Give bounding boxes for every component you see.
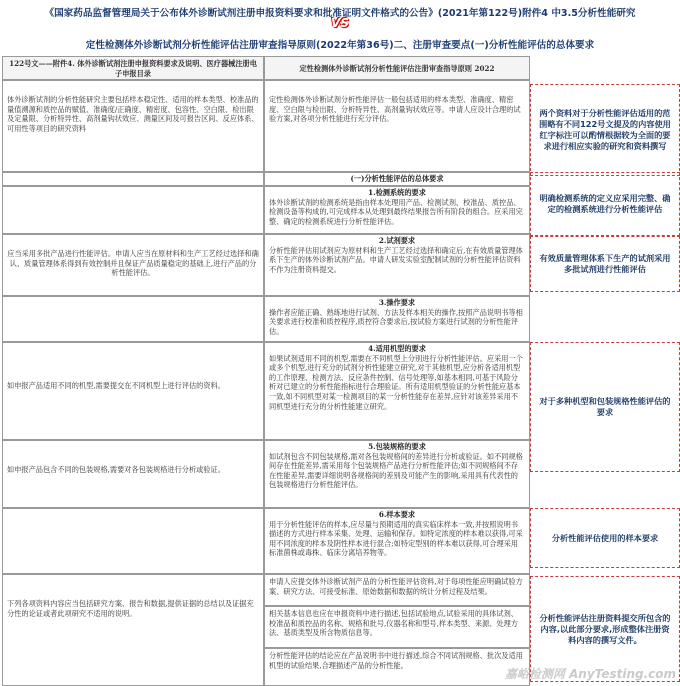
side-note-1: 两个资料对于分析性能评估适用的范围略有不同122号文提及的内容使用红字标注可以酌情根据较为全面的要求进行相应实验的研究和资料撰写: [530, 84, 680, 176]
row7-right-a: 申请人应提交体外诊断试剂产品的分析性能评估资料,对于每项性能应明确试验方案、研究方法、可接受标准、原始数据和数据的统计分析过程及结果。: [264, 574, 530, 606]
sub2-title: 2.试剂要求: [378, 236, 416, 245]
right-column-header: 定性检测体外诊断试剂分析性能评估注册审查指导原则 2022: [264, 56, 530, 80]
sub5-left: 如申报产品包含不同的包装规格,需要对各包装规格进行分析或验证。: [2, 440, 264, 508]
side-note-6: 分析性能评估注册资料提交所包含的内容,以此部分要求,形成整体注册资料内容的撰写文件。: [530, 576, 680, 682]
title-line1: 《国家药品监督管理局关于公布体外诊断试剂注册申报资料要求和批准证明文件格式的公告》(2021年第122号)附件4 中3.5分析性能研究: [44, 8, 636, 19]
left-column-header: 122号文——附件4. 体外诊断试剂注册申报资料要求及说明、医疗器械注册电子申报目录: [2, 56, 264, 80]
sub5-title: 5.包装规格的要求: [368, 442, 426, 451]
sub3-right: [264, 296, 530, 342]
sub1-title: 1.检测系统的要求: [368, 188, 426, 197]
title-line2: 定性检测体外诊断试剂分析性能评估注册审查指导原则(2022年第36号)二、注册审查要点(一)分析性能评估的总体要求: [85, 40, 595, 51]
sub5-text: 如试剂包含不同包装规格,需对各包装规格间的差异进行分析或验证。如不同规格间存在性能差异,需采用每个包装规格产品进行分析性能评估;如不同规格间不存在性能差异,需要详细说明各规格间的差别及可能产生的影响,采用具有代表性的包装规格进行分析性能评估。: [269, 451, 523, 490]
row7-right-c: 分析性能评估的结论应在产品说明书中进行描述,综合不同试剂规格、批次及适用机型的试验结果,合理描述产品的分析性能。: [264, 648, 530, 686]
row1-left: 体外诊断试剂的分析性能研究主要包括样本稳定性、适用的样本类型、校准品的量值溯源和质控品的赋值、准确度/正确度、精密度、包容性、空白限、检出限及定量限、分析特异性、高剂量钩状效应、测量区间及可报告区间、反应体系、可用性等项目的研究资料: [2, 80, 264, 172]
watermark: 嘉峪检测网 AnyTesting.com: [504, 667, 676, 681]
sub4-text: 如果试剂适用不同的机型,需要在不同机型上分别进行分析性能评估。应采用一个或多个机型,进行充分的试剂分析性能建立研究,对于其他机型,应分析各适用机型的工作原理、检测方法、反应条件控制、信号处理等,如基本相同,可基于风险分析对已建立的分析性能指标进行合理验证。所有适用机型验证的分析性能应基本一致,如不同机型对某一检测项目的某一分析性能存在差异,应针对该差异采用不同机型进行充分的分析性能建立研究。: [269, 353, 523, 411]
sub3-left-blank: [2, 296, 264, 342]
sub6-text: 用于分析性能评估的样本,应尽量与预期适用的真实临床样本一致,并按照说明书描述的方式进行样本采集、处理、运输和保存。如特定浓度的样本难以获得,可采用不同浓度的样本及阴性样本进行混合;如特定型别的样本难以获得,可合理采用标准菌株或毒株、临床分离培养物等。: [269, 519, 523, 558]
row7-right-b: 相关基本信息也应在申报资料中进行描述,包括试验地点,试验采用的具体试剂、校准品和质控品的名称、规格和批号,仪器名称和型号,样本类型、来源、处理方法、基质类型及所含物质信息等。: [264, 606, 530, 648]
header: [0, 0, 680, 56]
side-note-4: 对于多种机型和包装规格性能评估的要求: [530, 342, 680, 472]
sub1-text: 体外诊断试剂的检测系统是指由样本处理用产品、检测试剂、校准品、质控品、检测设备等构成的,可完成样本从处理到最终结果报告所有阶段的组合。应采用完整、确定的检测系统进行分析性能评估。: [269, 197, 523, 226]
sub4-left: 如申报产品适用不同的机型,需要提交在不同机型上进行评估的资料。: [2, 342, 264, 440]
sub6-right: [264, 508, 530, 574]
row7-left: 下列各项资料内容应当包括研究方案、报告和数据,提供证据的总结以及证据充分性的论证或者此项研究不适用的说明。: [2, 574, 264, 686]
sub3-title: 3.操作要求: [378, 298, 416, 307]
sub2-left: 应当采用多批产品进行性能评估。申请人应当在原材料和生产工艺经过选择和确认、质量管理体系得到有效控制并且保证产品质量稳定的基础上,进行产品的分析性能评估。: [2, 234, 264, 296]
section-left-blank: [2, 172, 264, 186]
comparison-table: [0, 56, 530, 686]
sub2-right: [264, 234, 530, 296]
sub4-right: [264, 342, 530, 440]
side-note-5: 分析性能评估使用的样本要求: [530, 508, 680, 568]
side-note-2: 明确检测系统的定义应采用完整、确定的检测系统进行分析性能评估: [530, 172, 680, 236]
sub1-right: [264, 186, 530, 234]
sub2-text: 分析性能评估用试剂应为原材料和生产工艺经过选择和确定后,在有效质量管理体系下生产的体外诊断试剂产品。申请人研发实验室配制试剂的分析性能评估资料不作为注册资料提交。: [269, 245, 523, 274]
sub6-title: 6.样本要求: [378, 510, 416, 519]
side-note-3: 有效质量管理体系下生产的试剂采用多批试剂进行性能评估: [530, 236, 680, 292]
sub6-left-blank: [2, 508, 264, 574]
row1-right: 定性检测体外诊断试剂分析性能评估一般包括适用的样本类型、准确度、精密度、空白限与检出限、分析特异性、高剂量钩状效应等。申请人应设计合理的试验方案,对各项分析性能进行充分评估。: [264, 80, 530, 172]
sub3-text: 操作者应能正确、熟练地进行试剂、方法及样本相关的操作,按照产品说明书等相关要求进行校准和质控程序,质控符合要求后,按试验方案进行试剂的分析性能评估。: [269, 307, 523, 336]
section-title: (一)分析性能评估的总体要求: [264, 172, 530, 186]
sub1-left-blank: [2, 186, 264, 234]
sub5-right: [264, 440, 530, 508]
sub4-title: 4.适用机型的要求: [368, 344, 426, 353]
vs-badge: VS: [331, 16, 349, 30]
